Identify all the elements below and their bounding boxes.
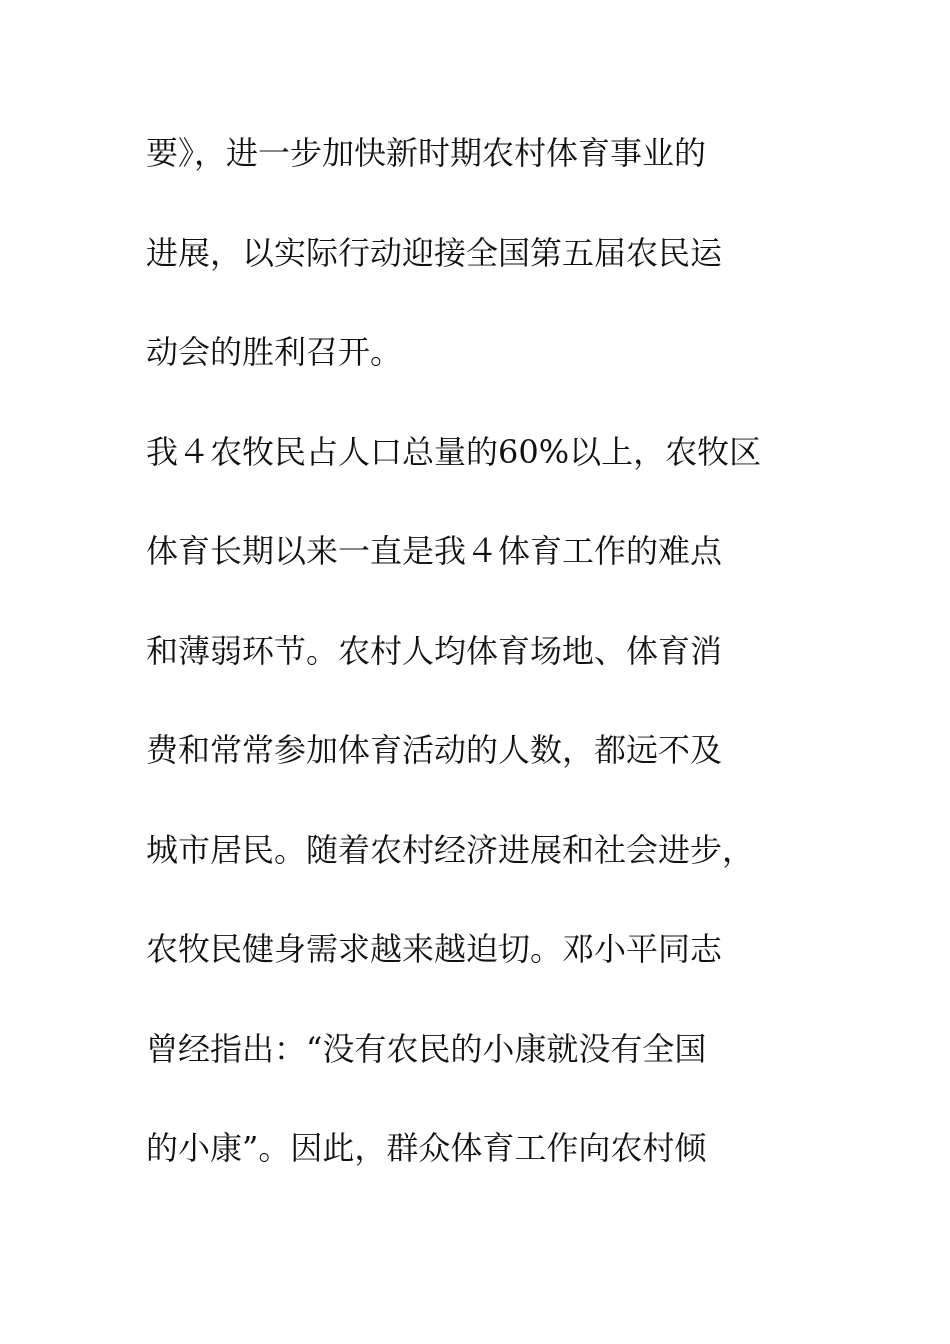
text-line: 农牧民健身需求越来越迫切。邓小平同志 bbox=[146, 930, 723, 968]
text-line: 曾经指出：“没有农民的小康就没有全国 bbox=[146, 1029, 707, 1068]
body-text bbox=[146, 128, 826, 1223]
text-line: 进展，以实际行动迎接全国第五届农民运 bbox=[146, 233, 723, 272]
text-line: 和薄弱环节。农村人均体育场地、体育消 bbox=[146, 631, 723, 670]
text-line: 要》，进一步加快新时期农村体育事业的 bbox=[146, 134, 707, 172]
text-line: 的小康”。因此，群众体育工作向农村倾 bbox=[146, 1129, 707, 1167]
text-line: 城市居民。随着农村经济进展和社会进步， bbox=[146, 830, 755, 869]
text-line: 我４农牧民占人口总量的60%以上，农牧区 bbox=[146, 432, 762, 471]
text-line: 费和常常参加体育活动的人数，都远不及 bbox=[146, 731, 723, 769]
text-line: 体育长期以来一直是我４体育工作的难点 bbox=[146, 532, 723, 570]
text-line: 动会的胜利召开。 bbox=[146, 333, 403, 371]
